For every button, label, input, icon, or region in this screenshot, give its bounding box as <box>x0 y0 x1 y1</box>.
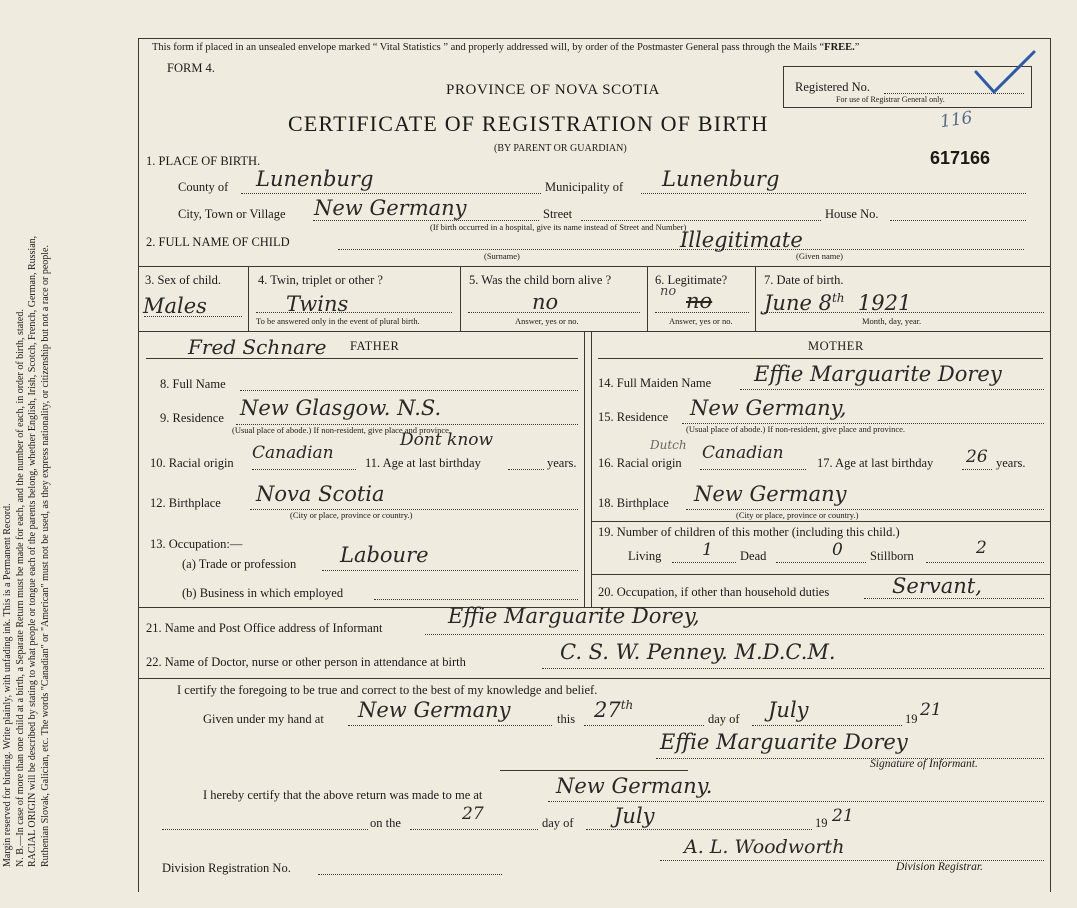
father-age-label: 11. Age at last birthday <box>365 456 481 470</box>
twin-line <box>256 312 452 313</box>
margin-line-3: RACIAL ORIGIN will be described by stating to what people or tongue each of the parents belong, whether English, Irish, Scotch, French, German, Russian, <box>27 235 38 867</box>
mother-occupation-line <box>864 598 1044 599</box>
mother-living-value: 1 <box>702 540 713 560</box>
house-number-label: House No. <box>825 207 879 221</box>
mother-dead-label: Dead <box>740 549 767 563</box>
mother-dead-value: 0 <box>832 540 843 560</box>
county-label: County of <box>178 180 229 194</box>
mother-age-label: 17. Age at last birthday <box>817 456 934 470</box>
row3-divider-4 <box>755 266 756 331</box>
born-alive-label: 5. Was the child born alive ? <box>469 273 612 287</box>
father-full-name-line <box>240 390 578 391</box>
division-registrar-label: Division Registrar. <box>896 861 983 873</box>
cert-day-value: 27th <box>594 698 634 722</box>
registered-number-stamp: 116 <box>938 107 974 133</box>
father-occupation-label: 13. Occupation:— <box>150 537 243 551</box>
mail-notice-free: FREE. <box>824 42 855 53</box>
municipality-line <box>641 193 1026 194</box>
informant-signature-label: Signature of Informant. <box>870 758 978 770</box>
mother-racial-value: Canadian <box>702 443 784 463</box>
child-name-label: 2. FULL NAME OF CHILD <box>146 235 290 249</box>
date-of-birth-label: 7. Date of birth. <box>764 273 844 287</box>
cert-day-line <box>584 725 704 726</box>
registrar-day-value: 27 <box>462 804 484 824</box>
mother-living-label: Living <box>628 549 662 563</box>
form-number: FORM 4. <box>167 61 215 75</box>
informant-signature-line <box>656 758 1044 759</box>
born-alive-note: Answer, yes or no. <box>515 316 579 326</box>
mother-age-line <box>962 469 992 470</box>
city-value: New Germany <box>314 196 467 220</box>
row3-divider-2 <box>460 266 461 331</box>
row3-top-line <box>138 266 1050 267</box>
mother-birthplace-value: New Germany <box>694 482 847 506</box>
municipality-value: Lunenburg <box>662 167 780 191</box>
born-alive-line <box>468 312 640 313</box>
father-years-label: years. <box>547 456 577 470</box>
county-line <box>241 193 541 194</box>
registered-number-label: Registered No. <box>795 80 870 94</box>
father-header-rule <box>146 358 578 359</box>
margin-line-1: Margin reserved for binding. Write plainly, with unfading ink. This is a Permanent Record. <box>2 503 13 867</box>
father-business-label: (b) Business in which employed <box>182 586 344 600</box>
county-value: Lunenburg <box>256 167 374 191</box>
father-birthplace-label: 12. Birthplace <box>150 496 221 510</box>
given-under-label: Given under my hand at <box>203 712 324 726</box>
sex-value: Males <box>143 294 207 318</box>
doctor-line <box>542 668 1044 669</box>
mother-residence-note: (Usual place of abode.) If non-resident, give place and province. <box>686 424 906 434</box>
registrar-month-line <box>586 829 812 830</box>
father-business-line <box>374 599 578 600</box>
registrar-lead-line <box>162 829 368 830</box>
cert-year-value: 21 <box>920 700 942 720</box>
father-racial-label: 10. Racial origin <box>150 456 234 470</box>
province-heading: PROVINCE OF NOVA SCOTIA <box>446 82 660 98</box>
cert-month-value: July <box>768 698 809 722</box>
top-frame-line <box>138 38 1050 39</box>
mother-occupation-label: 20. Occupation, if other than household duties <box>598 585 830 599</box>
registrar-place-line <box>548 801 1044 802</box>
father-racial-line <box>252 469 356 470</box>
registrar-day-line <box>410 829 538 830</box>
certificate-title: CERTIFICATE OF REGISTRATION OF BIRTH <box>288 111 769 136</box>
date-of-birth-value: June 8th 1921 <box>764 291 912 315</box>
sex-line <box>144 316 242 317</box>
registrar-place-value: New Germany. <box>556 774 713 798</box>
father-residence-value: New Glasgow. N.S. <box>240 396 442 420</box>
street-line <box>581 220 821 221</box>
cert-day-of-label: day of <box>708 712 740 726</box>
parents-divider <box>584 331 585 607</box>
twin-label: 4. Twin, triplet or other ? <box>258 273 383 287</box>
hospital-note: (If birth occurred in a hospital, give its name instead of Street and Number) <box>430 222 687 232</box>
mother-age-value: 26 <box>966 447 988 467</box>
born-alive-value: no <box>532 290 559 314</box>
registrar-signature: A. L. Woodworth <box>684 836 845 858</box>
sex-label: 3. Sex of child. <box>145 273 222 287</box>
serial-number: 617166 <box>930 148 991 168</box>
cert-year-prefix: 19 <box>905 712 918 726</box>
twin-note: To be answered only in the event of plural birth. <box>256 316 420 326</box>
father-residence-label: 9. Residence <box>160 411 224 425</box>
mother-occupation-value: Servant, <box>892 574 982 598</box>
mother-racial-above: Dutch <box>650 438 687 452</box>
mother-header: MOTHER <box>808 339 864 353</box>
father-full-name-label: 8. Full Name <box>160 377 226 391</box>
informant-line <box>425 634 1044 635</box>
father-written-name: Fred Schnare <box>188 335 327 359</box>
division-registration-label: Division Registration No. <box>162 861 291 875</box>
legitimate-label: 6. Legitimate? <box>655 273 728 287</box>
doctor-label: 22. Name of Doctor, nurse or other person in attendance at birth <box>146 655 466 669</box>
row3-divider-1 <box>248 266 249 331</box>
division-registration-line <box>318 874 502 875</box>
registrar-year-prefix: 19 <box>815 816 828 830</box>
doctor-value: C. S. W. Penney. M.D.C.M. <box>560 640 836 664</box>
date-of-birth-note: Month, day, year. <box>862 316 922 326</box>
certification-top-line <box>138 678 1050 679</box>
place-of-birth-heading: 1. PLACE OF BIRTH. <box>146 154 261 168</box>
father-birthplace-value: Nova Scotia <box>256 482 385 506</box>
right-frame-line <box>1050 38 1051 892</box>
separator-rule <box>500 770 688 771</box>
registered-number-note: For use of Registrar General only. <box>836 95 945 104</box>
father-trade-line <box>322 570 578 571</box>
margin-instructions <box>2 67 52 867</box>
mother-years-label: years. <box>996 456 1026 470</box>
mother-residence-label: 15. Residence <box>598 410 669 424</box>
legitimate-line <box>655 312 749 313</box>
certification-statement: I certify the foregoing to be true and correct to the best of my knowledge and belief. <box>177 683 598 697</box>
mother-dead-line <box>776 562 866 563</box>
street-label: Street <box>543 207 573 221</box>
mother-racial-label: 16. Racial origin <box>598 456 682 470</box>
father-age-value: Dont know <box>400 430 494 450</box>
cert-month-line <box>752 725 902 726</box>
legitimate-note-above: no <box>660 284 677 299</box>
margin-line-2: N. B.—In case of more than one child at a birth, a Separate Return must be made for each, and the number of each, in order of birth, stated. <box>14 309 26 867</box>
house-number-line <box>890 220 1026 221</box>
city-label: City, Town or Village <box>178 207 286 221</box>
mother-children-label: 19. Number of children of this mother (including this child.) <box>598 525 900 539</box>
father-trade-label: (a) Trade or profession <box>182 557 297 571</box>
given-name-note: (Given name) <box>796 251 843 261</box>
legitimate-struck-value: no <box>686 289 713 313</box>
registrar-signature-line <box>660 860 1044 861</box>
registrar-on-the-label: on the <box>370 816 401 830</box>
mother-children-rule <box>592 521 1050 522</box>
municipality-label: Municipality of <box>545 180 624 194</box>
surname-note: (Surname) <box>484 251 520 261</box>
mother-birthplace-label: 18. Birthplace <box>598 496 669 510</box>
mother-stillborn-label: Stillborn <box>870 549 914 563</box>
row3-bottom-line <box>138 331 1050 332</box>
mother-stillborn-value: 2 <box>976 538 987 558</box>
this-label: this <box>557 712 576 726</box>
mother-maiden-value: Effie Marguarite Dorey <box>754 362 1002 386</box>
father-trade-value: Laboure <box>340 543 429 567</box>
mother-living-line <box>672 562 736 563</box>
father-racial-value: Canadian <box>252 443 334 463</box>
registrar-year-value: 21 <box>832 806 854 826</box>
father-residence-note: (Usual place of abode.) If non-resident, give place and province. <box>232 425 452 435</box>
mother-maiden-line <box>740 389 1044 390</box>
legitimate-note: Answer, yes or no. <box>669 316 733 326</box>
mail-notice: This form if placed in an unsealed envelope marked “ Vital Statistics ” and properly addressed will, by order of the Postmaster General pass through the Mails “FREE.” <box>152 42 860 53</box>
informant-label: 21. Name and Post Office address of Informant <box>146 621 383 635</box>
given-place-line <box>348 725 552 726</box>
left-frame-line <box>138 38 139 892</box>
certificate-subtitle: (BY PARENT OR GUARDIAN) <box>494 143 627 154</box>
parents-divider-inner <box>591 331 592 607</box>
registrar-day-of-label: day of <box>542 816 574 830</box>
twin-value: Twins <box>286 292 349 316</box>
margin-line-4: Ruthenian Slovak, Galician, etc. The words "Canadian" or "American" must not be used, as they express nationality, or citizenship but not a race or people. <box>39 245 51 867</box>
father-age-line <box>508 469 544 470</box>
row3-divider-3 <box>647 266 648 331</box>
date-of-birth-line <box>764 312 1044 313</box>
city-line <box>313 220 539 221</box>
father-header: FATHER <box>350 339 400 353</box>
mother-header-rule <box>598 358 1043 359</box>
mother-stillborn-line <box>926 562 1044 563</box>
mother-racial-line <box>700 469 806 470</box>
checkmark-icon <box>972 46 1038 98</box>
father-birthplace-note: (City or place, province or country.) <box>290 510 413 520</box>
registrar-statement: I hereby certify that the above return was made to me at <box>203 788 483 802</box>
mother-maiden-label: 14. Full Maiden Name <box>598 376 712 390</box>
mother-birthplace-note: (City or place, province or country.) <box>736 510 859 520</box>
informant-value: Effie Marguarite Dorey, <box>448 604 700 628</box>
child-given-name-value: Illegitimate <box>680 228 803 252</box>
given-place-value: New Germany <box>358 698 511 722</box>
mother-residence-value: New Germany, <box>690 396 847 420</box>
informant-signature: Effie Marguarite Dorey <box>660 730 908 754</box>
registrar-month-value: July <box>614 804 655 828</box>
